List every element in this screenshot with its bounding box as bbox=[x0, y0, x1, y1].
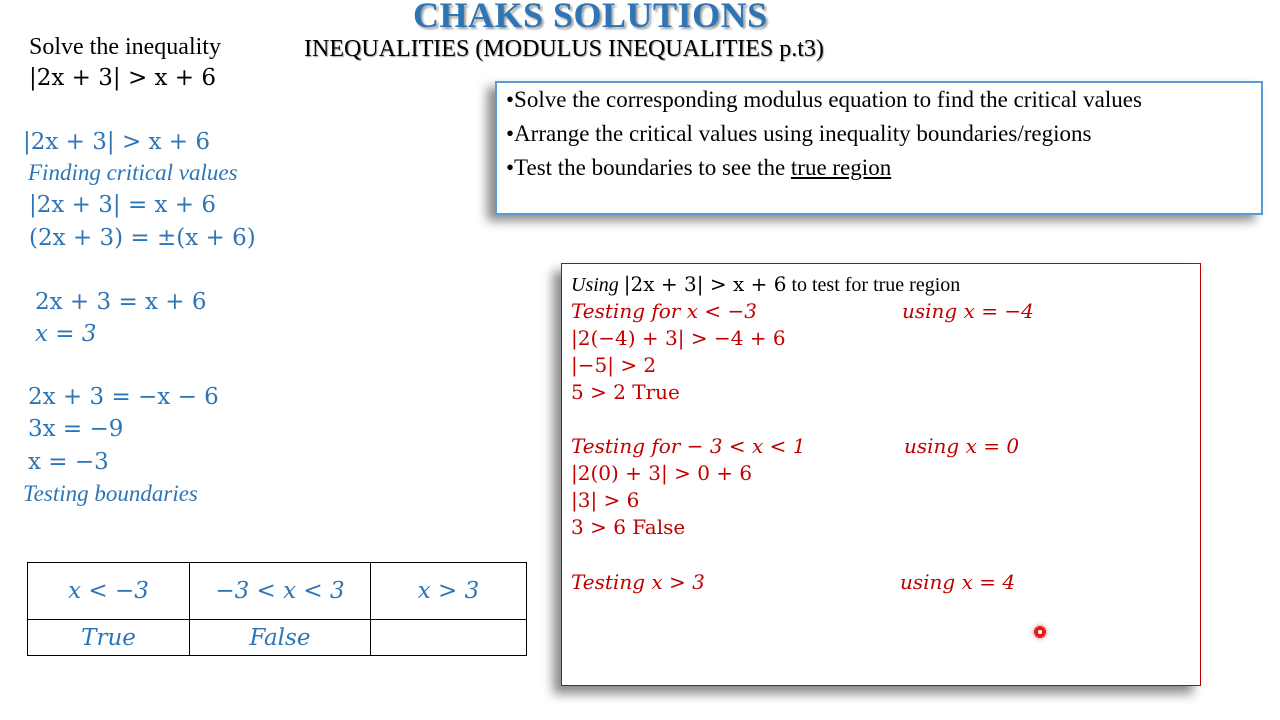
work-case1-line1: 2x + 3 = x + 6 bbox=[35, 289, 207, 315]
test3-using: using x = 4 bbox=[900, 570, 1016, 594]
table-row bbox=[28, 563, 527, 620]
test2-line3: 3 > 6 False bbox=[571, 515, 686, 539]
step-3-true-region: true region bbox=[790, 155, 892, 180]
brand-title: CHAKS SOLUTIONS bbox=[413, 0, 768, 35]
test-header bbox=[571, 272, 960, 297]
test1-label: Testing for x < −3 bbox=[571, 299, 757, 323]
test-region-box bbox=[561, 263, 1201, 686]
step-3-prefix: •Test the boundaries to see the bbox=[506, 155, 791, 180]
test1-line1: |2(−4) + 3| > −4 + 6 bbox=[571, 326, 786, 350]
work-case2-line1: 2x + 3 = −x − 6 bbox=[28, 384, 219, 410]
work-case2-line3: x = −3 bbox=[28, 449, 109, 475]
test1-using: using x = −4 bbox=[902, 299, 1034, 323]
test1-line3: 5 > 2 True bbox=[571, 380, 680, 404]
test2-line1: |2(0) + 3| > 0 + 6 bbox=[571, 461, 753, 485]
work-finding-heading: Finding critical values bbox=[28, 160, 238, 185]
work-testing-heading: Testing boundaries bbox=[23, 481, 198, 506]
table-result-cell: False bbox=[190, 620, 371, 656]
test1-line2: |−5| > 2 bbox=[571, 353, 657, 377]
step-2: •Arrange the critical values using inequality boundaries/regions bbox=[506, 121, 1092, 146]
step-1: •Solve the corresponding modulus equation to find the critical values bbox=[506, 87, 1142, 112]
table-row bbox=[28, 620, 527, 656]
table-header-cell: −3 < x < 3 bbox=[190, 563, 371, 620]
work-eq1: |2x + 3| = x + 6 bbox=[29, 192, 217, 218]
test2-using: using x = 0 bbox=[904, 434, 1020, 458]
work-restate: |2x + 3| > x + 6 bbox=[23, 129, 211, 155]
question-prompt: Solve the inequality bbox=[29, 34, 221, 60]
page-subtitle: INEQUALITIES (MODULUS INEQUALITIES p.t3) bbox=[304, 36, 824, 62]
table-result-cell bbox=[371, 620, 527, 656]
laser-pointer-icon bbox=[1034, 626, 1046, 638]
regions-table bbox=[27, 562, 527, 656]
test-header-suffix: to test for true region bbox=[786, 274, 961, 296]
question-expression: |2x + 3| > x + 6 bbox=[29, 65, 217, 91]
test3-label: Testing x > 3 bbox=[571, 570, 705, 594]
test-header-prefix: Using bbox=[571, 274, 624, 296]
table-header-cell: x > 3 bbox=[371, 563, 527, 620]
steps-box bbox=[495, 81, 1263, 215]
test-header-expr: |2x + 3| > x + 6 bbox=[623, 272, 787, 296]
table-header-cell: x < −3 bbox=[28, 563, 190, 620]
table-result-cell: True bbox=[28, 620, 190, 656]
work-eq2: (2x + 3) = ±(x + 6) bbox=[29, 225, 256, 251]
work-case1-line2: x = 3 bbox=[35, 321, 97, 347]
work-case2-line2: 3x = −9 bbox=[28, 416, 124, 442]
test2-line2: |3| > 6 bbox=[571, 488, 640, 512]
step-3 bbox=[506, 155, 891, 181]
test2-label: Testing for − 3 < x < 1 bbox=[571, 434, 806, 458]
